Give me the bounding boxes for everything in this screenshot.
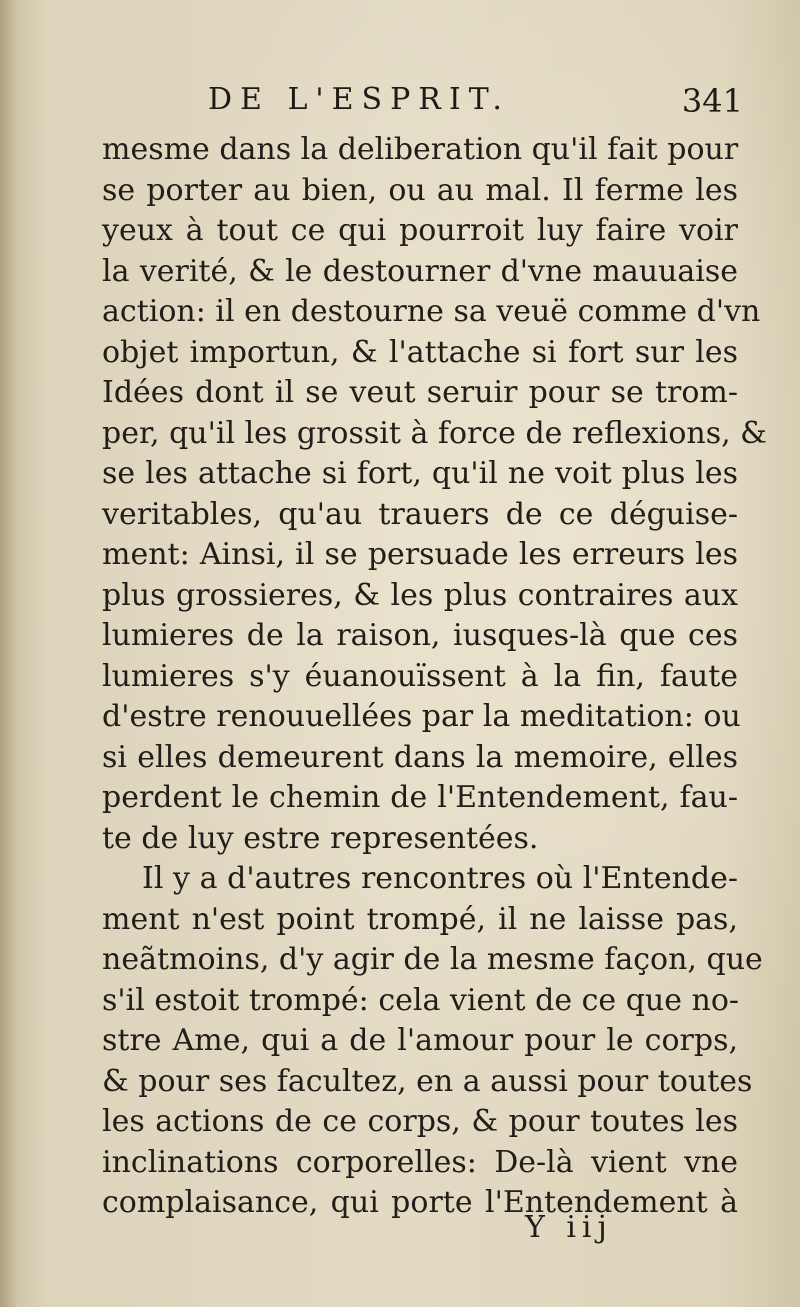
text-line: s'il estoit trompé: cela vient de ce que no- [102, 982, 740, 1018]
signature-mark: Y iij [525, 1210, 613, 1245]
text-line: se porter au bien, ou au mal. Il ferme les [102, 172, 738, 208]
text-line: d'estre renouuellées par la meditation: ou [102, 699, 741, 734]
text-line: inclinations corporelles: De-là vient vne [102, 1144, 738, 1180]
text-line: lumieres de la raison, iusques-là que ces [102, 618, 738, 653]
text-line: yeux à tout ce qui pourroit luy faire voir [102, 213, 738, 248]
text-line: te de luy estre representées. [102, 820, 539, 856]
text-line: si elles demeurent dans la memoire, elles [102, 739, 738, 775]
text-line: ment n'est point trompé, il ne laisse pas, [102, 901, 738, 937]
text-line: lumieres s'y éuanouïssent à la fin, faute [102, 658, 738, 694]
body-text [102, 130, 767, 1224]
page-header [208, 82, 743, 126]
text-line: veritables, qu'au trauers de ce déguise- [102, 496, 738, 532]
text-line: stre Ame, qui a de l'amour pour le corps, [102, 1023, 738, 1058]
text-line: Il y a d'autres rencontres où l'Entende- [142, 861, 738, 896]
text-line: se les attache si fort, qu'il ne voit plus les [102, 456, 738, 491]
text-line: action: il en destourne sa veuë comme d'vn [102, 294, 761, 329]
running-head: DE L'ESPRIT. [208, 82, 510, 117]
page-number: 341 [681, 82, 743, 120]
text-line: complaisance, qui porte l'Entendement à [102, 1185, 738, 1220]
text-line: la verité, & le destourner d'vne mauuaise [102, 253, 738, 289]
text-line: les actions de ce corps, & pour toutes les [102, 1104, 738, 1139]
text-line: ment: Ainsi, il se persuade les erreurs les [102, 537, 738, 572]
text-line: objet importun, & l'attache si fort sur les [102, 334, 738, 370]
text-line: plus grossieres, & les plus contraires aux [102, 577, 738, 613]
text-line: Idées dont il se veut seruir pour se trom- [102, 375, 738, 410]
gutter-shadow [0, 0, 18, 1307]
text-line: perdent le chemin de l'Entendement, fau- [102, 780, 738, 815]
text-line: & pour ses facultez, en a aussi pour toutes [102, 1063, 753, 1099]
text-line: per, qu'il les grossit à force de reflexions, & [102, 415, 767, 451]
text-line: mesme dans la deliberation qu'il fait pour [102, 132, 739, 167]
text-line: neãtmoins, d'y agir de la mesme façon, que [102, 942, 763, 977]
